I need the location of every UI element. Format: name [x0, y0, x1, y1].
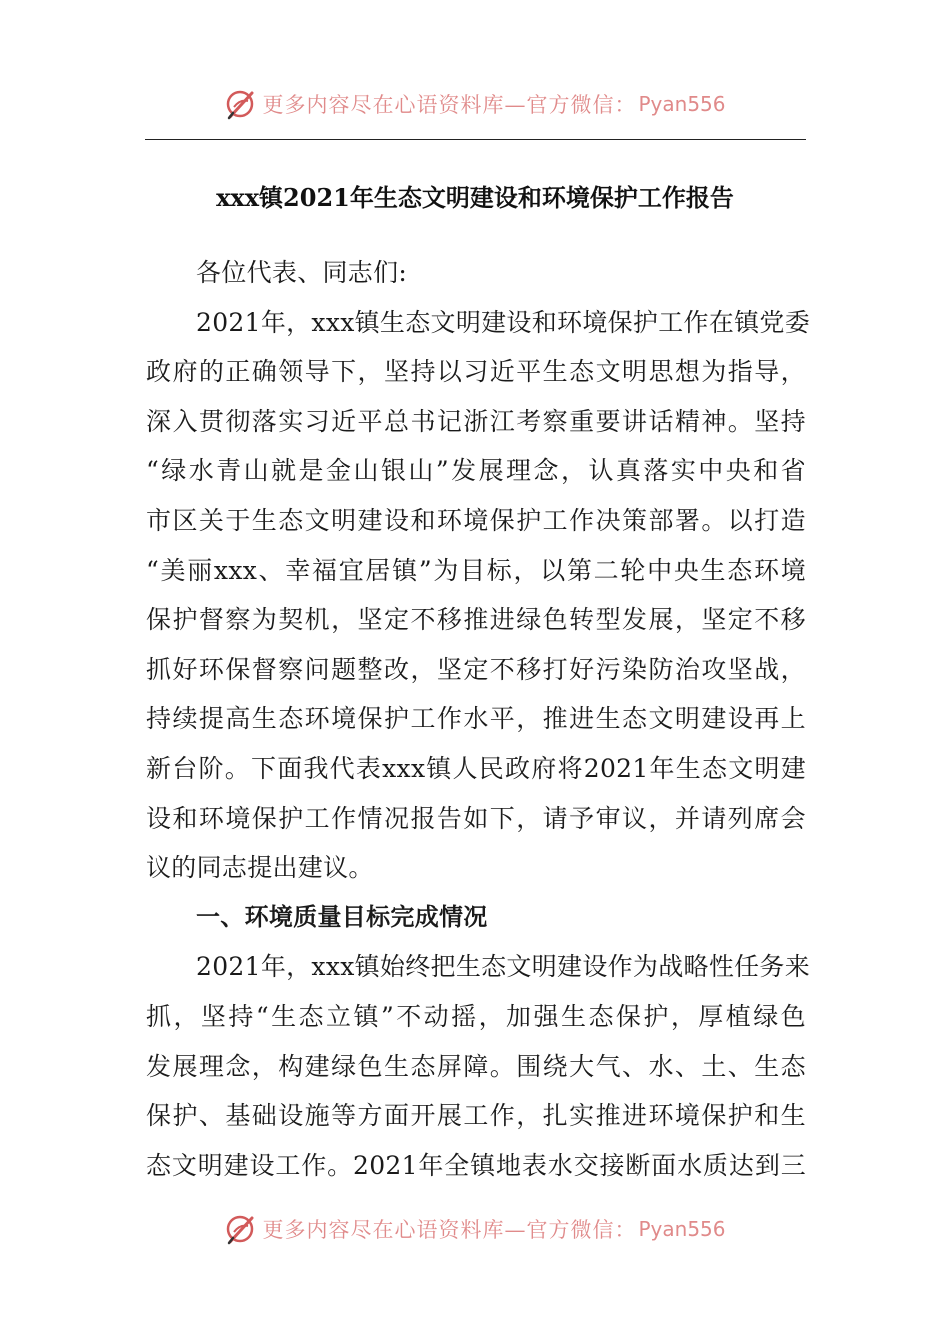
- watermark-text: 更多内容尽在心语资料库—官方微信：: [262, 1218, 637, 1242]
- body-text-line: 保护、基础设施等方面开展工作，扎实推进环境保护和生: [146, 1101, 806, 1131]
- body-text-line: “绿水青山就是金山银山”发展理念，认真落实中央和省: [146, 456, 806, 486]
- body-text-line: 持续提高生态环境保护工作水平，推进生态文明建设再上: [146, 704, 806, 734]
- body-text-line: “美丽xxx、幸福宜居镇”为目标，以第二轮中央生态环境: [146, 555, 806, 585]
- watermark-text: 更多内容尽在心语资料库—官方微信：: [262, 93, 637, 117]
- section-heading: 一、环境质量目标完成情况: [196, 902, 488, 931]
- body-text-line: 政府的正确领导下，坚持以习近平生态文明思想为指导，: [146, 357, 806, 387]
- body-text-line: 设和环境保护工作情况报告如下，请予审议，并请列席会: [146, 803, 806, 833]
- body-text-line: 2021年，xxx镇生态文明建设和环境保护工作在镇党委: [196, 307, 811, 337]
- body-text-line: 2021年，xxx镇始终把生态文明建设作为战略性任务来: [196, 952, 811, 982]
- body-text-line: 议的同志提出建议。: [146, 853, 374, 883]
- body-text-line: 抓，坚持“生态立镇”不动摇，加强生态保护，厚植绿色: [146, 1001, 806, 1031]
- watermark-header: [0, 84, 950, 124]
- watermark-wechat: Pyan556: [638, 92, 726, 116]
- body-text-line: 态文明建设工作。2021年全镇地表水交接断面水质达到三: [146, 1150, 806, 1180]
- pen-logo-icon: [224, 1212, 258, 1246]
- body-text-line: 发展理念，构建绿色生态屏障。围绕大气、水、土、生态: [146, 1051, 806, 1081]
- document-title: xxx镇2021年生态文明建设和环境保护工作报告: [216, 183, 734, 212]
- body-text-line: 抓好环保督察问题整改，坚定不移打好污染防治攻坚战，: [146, 654, 806, 684]
- document-body: [146, 248, 811, 1190]
- body-text-line: 深入贯彻落实习近平总书记浙江考察重要讲话精神。坚持: [146, 406, 806, 436]
- body-text-line: 市区关于生态文明建设和环境保护工作决策部署。以打造: [146, 505, 806, 535]
- pen-logo-icon: [224, 87, 258, 121]
- body-text-line: 各位代表、同志们:: [196, 258, 408, 287]
- body-text-line: 新台阶。下面我代表xxx镇人民政府将2021年生态文明建: [146, 753, 806, 783]
- watermark-footer: [0, 1209, 950, 1249]
- header-rule: [145, 139, 806, 140]
- body-text-line: 保护督察为契机，坚定不移推进绿色转型发展，坚定不移: [146, 605, 806, 635]
- watermark-wechat: Pyan556: [638, 1217, 726, 1241]
